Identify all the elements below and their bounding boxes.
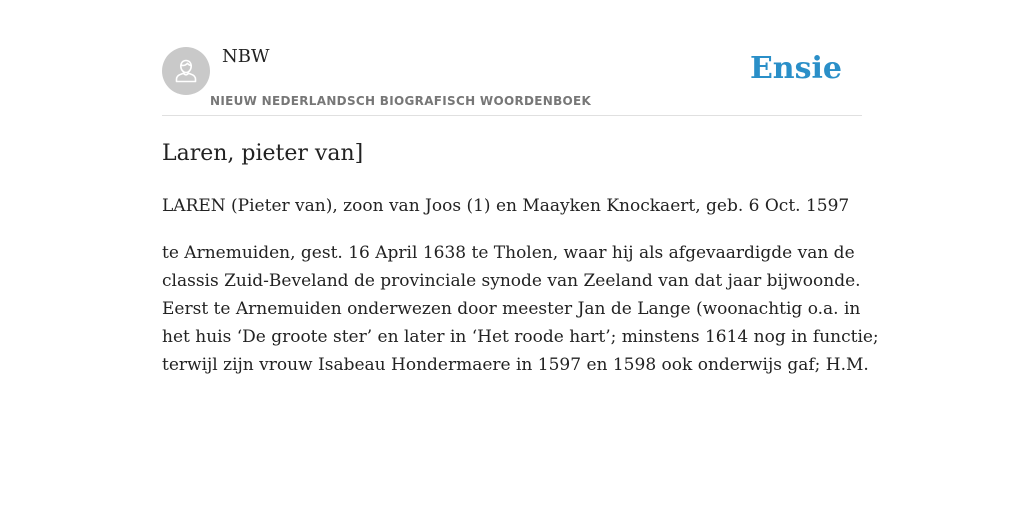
source-avatar[interactable] (162, 47, 210, 95)
source-subtitle: NIEUW NEDERLANDSCH BIOGRAFISCH WOORDENBOEK (210, 94, 592, 108)
paragraph-line: terwijl zijn vrouw Isabeau Hondermaere in 1597 en 1598 ook onderwijs gaf; H.M. (162, 355, 869, 375)
ensie-logo[interactable]: Ensie (749, 51, 842, 86)
user-icon (171, 56, 201, 86)
source-header (162, 0, 862, 116)
source-name[interactable]: NBW (222, 46, 270, 67)
entry-paragraph-2 (162, 239, 879, 379)
paragraph-line: te Arnemuiden, gest. 16 April 1638 te Tholen, waar hij als afgevaardigde van de (162, 243, 855, 263)
paragraph-line: Eerst te Arnemuiden onderwezen door meester Jan de Lange (woonachtig o.a. in (162, 299, 861, 319)
entry-paragraph-1: LAREN (Pieter van), zoon van Joos (1) en Maayken Knockaert, geb. 6 Oct. 1597 (162, 196, 850, 216)
entry-title: Laren, pieter van] (162, 141, 364, 166)
entry-card (162, 0, 879, 512)
paragraph-line: het huis ‘De groote ster’ en later in ‘Het roode hart’; minstens 1614 nog in functie; (162, 327, 879, 347)
paragraph-line: classis Zuid-Beveland de provinciale synode van Zeeland van dat jaar bijwoonde. (162, 271, 861, 291)
